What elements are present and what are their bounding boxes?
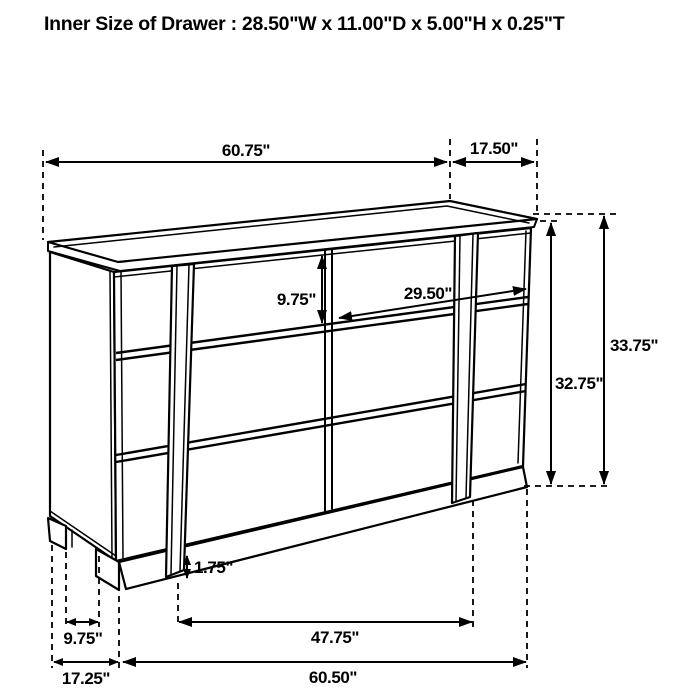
dresser-drawing [48, 201, 537, 590]
dim-label-case-height: 32.75" [555, 374, 604, 393]
dim-label-drawer-height: 9.75" [276, 290, 316, 309]
dim-label-base-inner-width: 47.75" [310, 628, 360, 647]
dim-label-drawer-width: 29.50" [403, 284, 453, 303]
dresser-left-side-panel [50, 252, 116, 561]
dim-label-leg-gap: 9.75" [63, 629, 103, 648]
dim-label-overall-height: 33.75" [610, 336, 659, 355]
dim-label-toe-kick: 1.75" [194, 558, 234, 577]
dim-label-top-width: 60.75" [221, 141, 271, 160]
dim-label-top-depth: 17.50" [469, 139, 519, 158]
page-title: Inner Size of Drawer : 28.50"W x 11.00"D x 5.00"H x 0.25"T [44, 13, 565, 35]
dim-label-base-depth: 17.25" [61, 669, 111, 688]
dim-label-base-width: 60.50" [308, 668, 358, 687]
